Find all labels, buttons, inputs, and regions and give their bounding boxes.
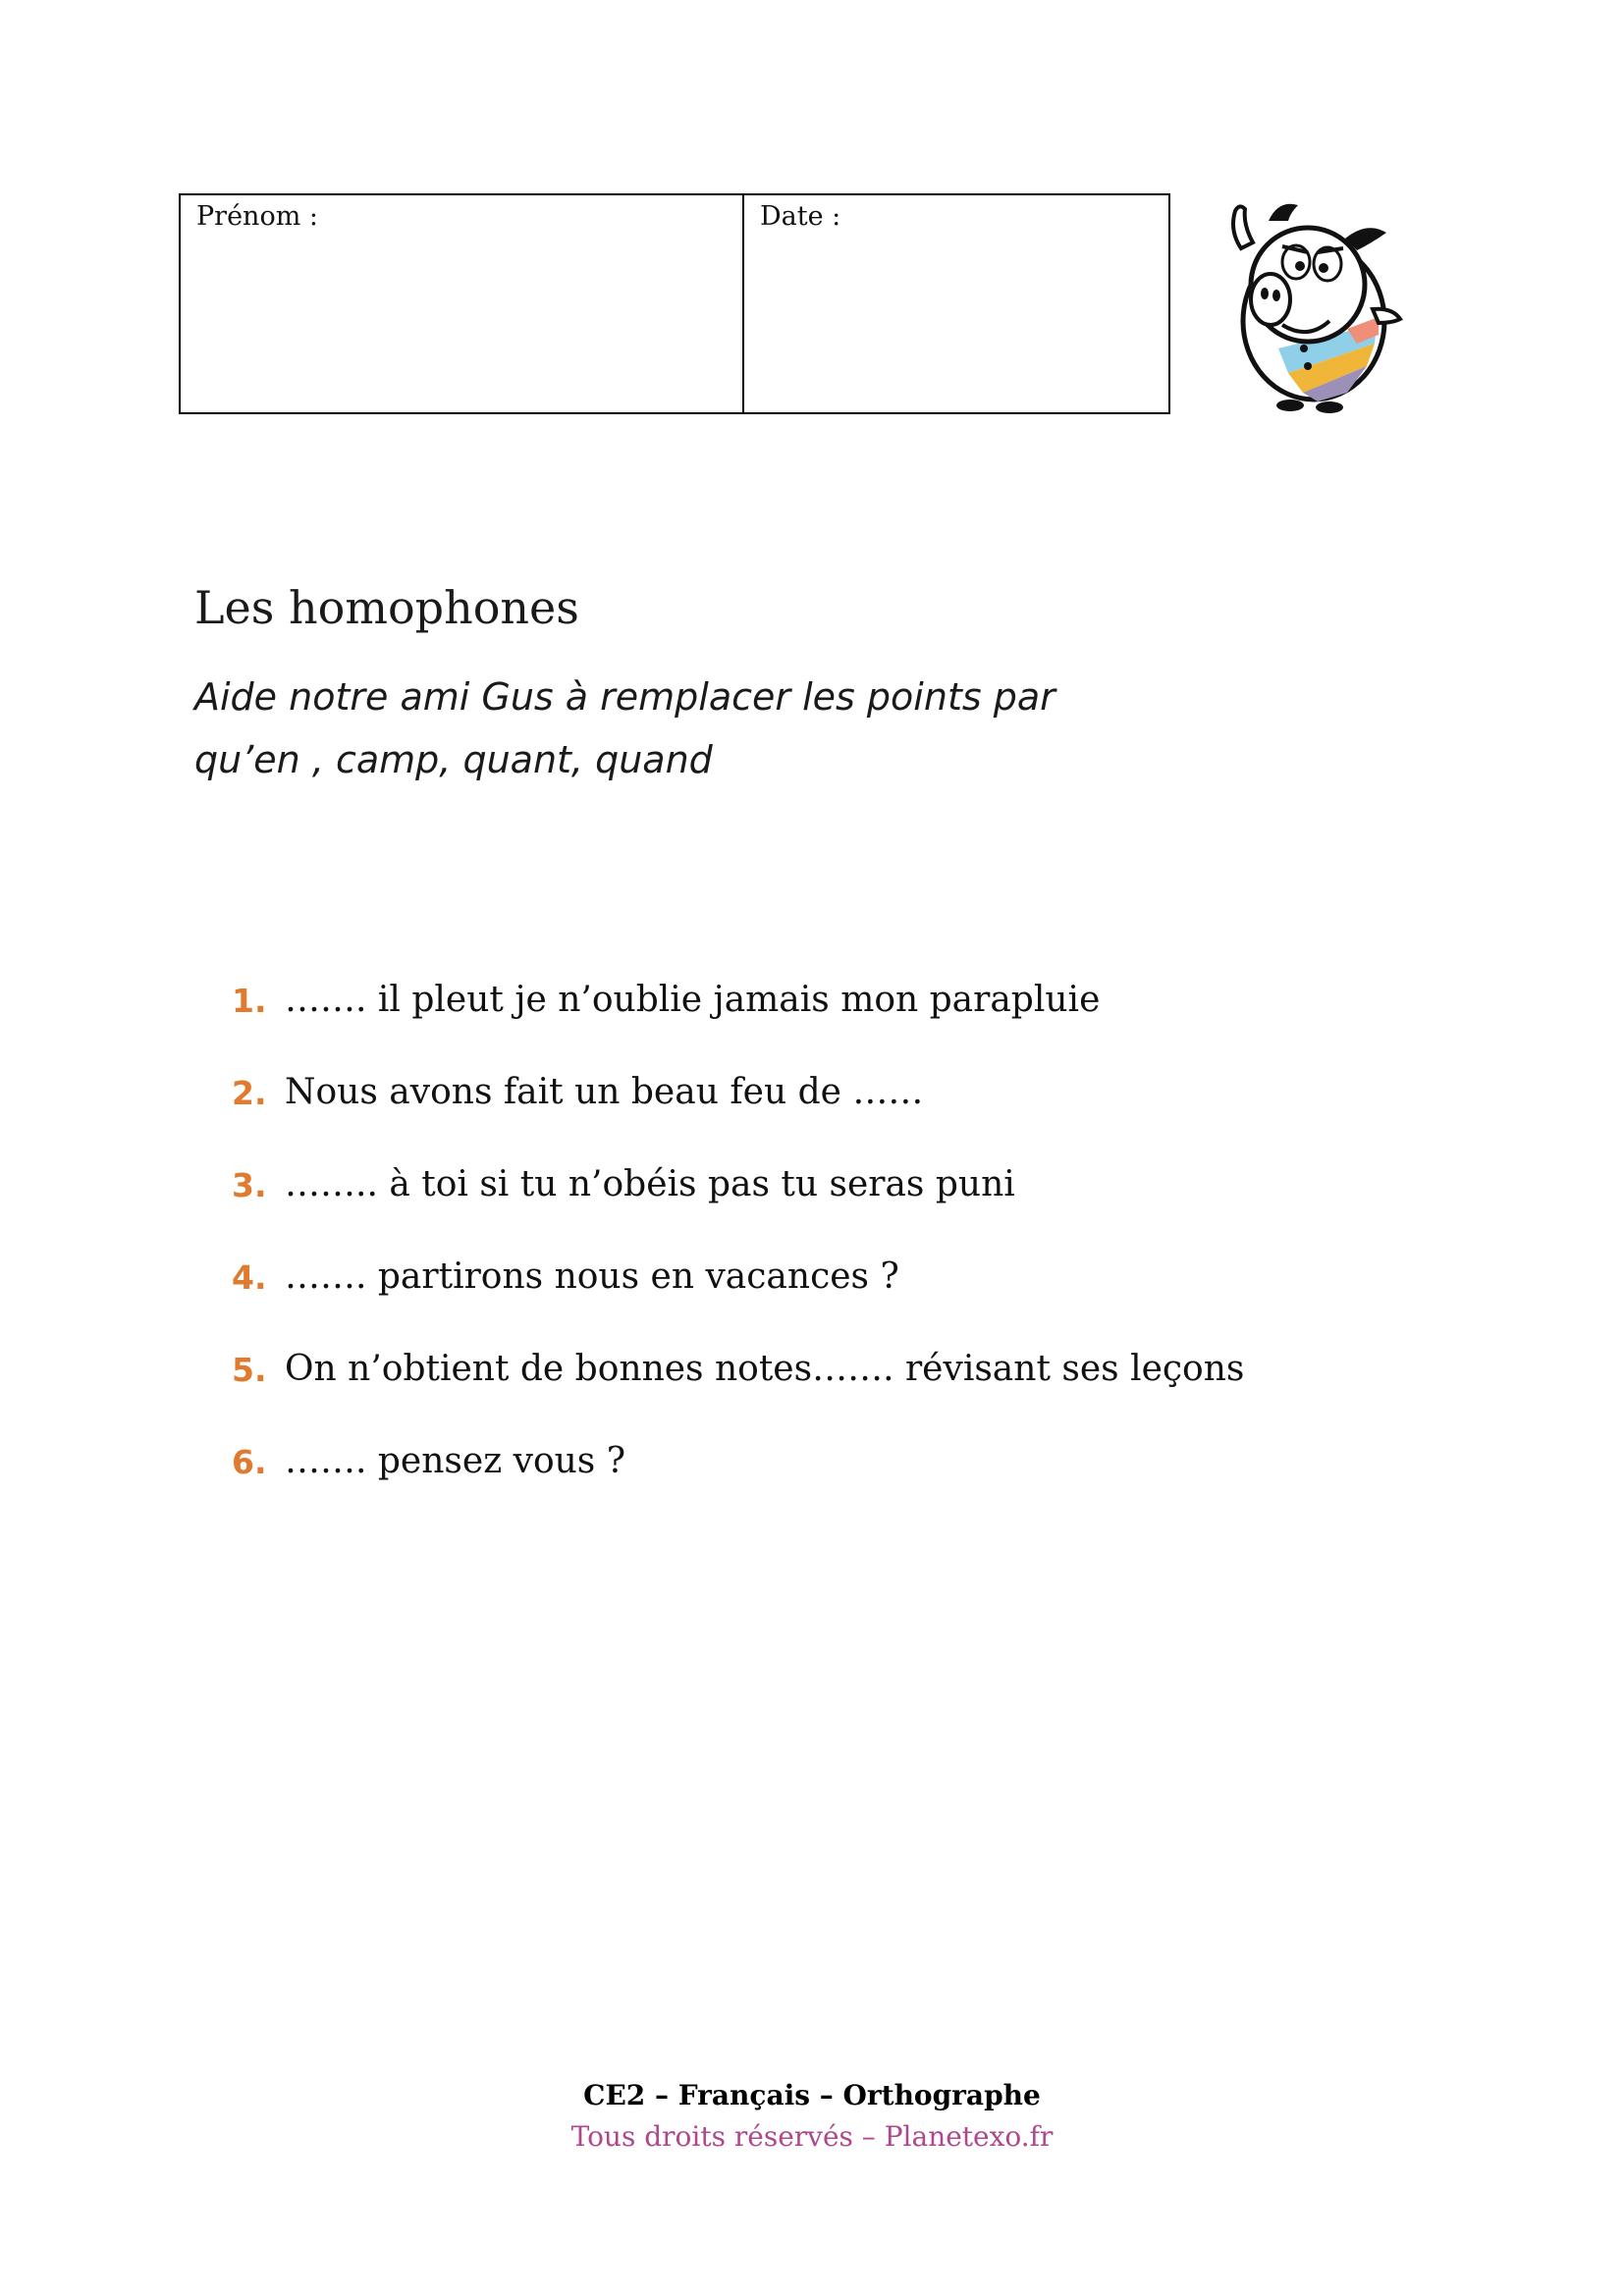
exercise-item-6 xyxy=(232,1441,1508,1533)
exercise-item-3 xyxy=(232,1164,1508,1256)
exercise-number: 5. xyxy=(232,1351,267,1389)
student-info-box xyxy=(179,193,1170,414)
exercise-number: 4. xyxy=(232,1258,267,1297)
exercise-sentence: ……. pensez vous ? xyxy=(285,1441,626,1481)
footer-title: CE2 – Français – Orthographe xyxy=(583,2079,1041,2111)
exercise-number: 3. xyxy=(232,1166,267,1204)
page-title: Les homophones xyxy=(194,581,579,634)
exercise-item-5 xyxy=(232,1349,1508,1441)
gus-sheep-mascot-icon xyxy=(1200,191,1416,417)
exercise-number: 6. xyxy=(232,1443,267,1481)
exercise-item-1 xyxy=(232,980,1508,1072)
exercise-sentence: On n’obtient de bonnes notes……. révisant ses leçons xyxy=(285,1349,1245,1389)
exercise-item-4 xyxy=(232,1256,1508,1349)
exercise-sentence: ……. il pleut je n’oublie jamais mon parapluie xyxy=(285,980,1101,1020)
exercise-list xyxy=(232,980,1508,1533)
exercise-number: 2. xyxy=(232,1074,267,1112)
footer-copyright: Tous droits réservés – Planetexo.fr xyxy=(570,2120,1054,2153)
instruction-line-1: Aide notre ami Gus à remplacer les points par xyxy=(194,675,1056,719)
date-field[interactable] xyxy=(744,195,1168,412)
exercise-item-2 xyxy=(232,1072,1508,1164)
instruction-line-2: qu’en , camp, quant, quand xyxy=(194,738,713,781)
prenom-field[interactable] xyxy=(181,195,744,412)
exercise-sentence: Nous avons fait un beau feu de …… xyxy=(285,1072,924,1112)
prenom-label: Prénom : xyxy=(196,201,318,232)
date-label: Date : xyxy=(760,201,841,232)
exercise-sentence: ……. partirons nous en vacances ? xyxy=(285,1256,899,1297)
exercise-number: 1. xyxy=(232,982,267,1020)
exercise-sentence: …….. à toi si tu n’obéis pas tu seras puni xyxy=(285,1164,1015,1204)
